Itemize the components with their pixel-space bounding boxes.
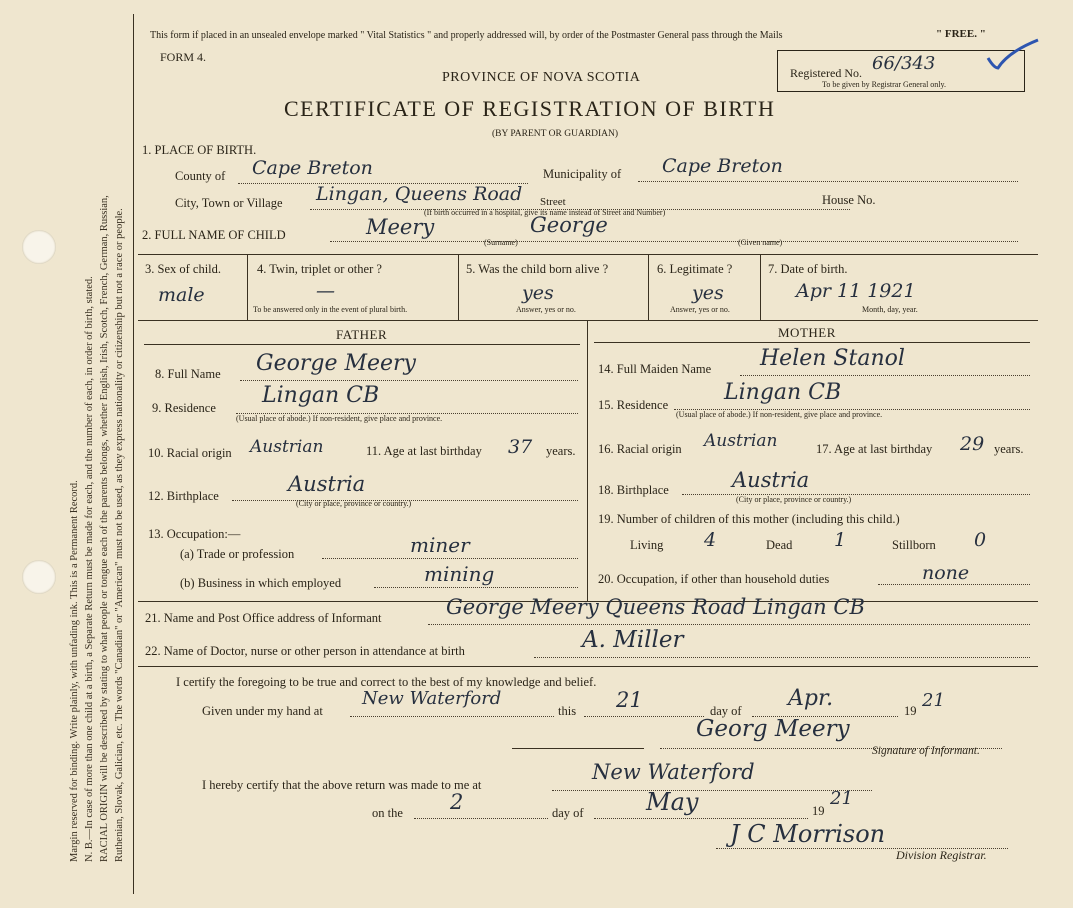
living-value: 4 <box>704 529 717 551</box>
margin-note-3: RACIAL ORIGIN will be described by stating to what people or tongue each of the parents belongs, whether English, Irish, Scotch, French, German, Russian, <box>99 195 110 862</box>
mother-occupation-label: 20. Occupation, if other than household duties <box>598 572 830 586</box>
father-age-value: 37 <box>508 436 533 458</box>
house-label: House No. <box>822 193 876 207</box>
father-residence-value: Lingan CB <box>262 383 380 408</box>
child-name-label: 2. FULL NAME OF CHILD <box>142 228 286 242</box>
registrar-signature: J C Morrison <box>730 820 886 848</box>
rule-certify-top <box>138 666 1038 667</box>
county-value: Cape Breton <box>252 157 373 179</box>
registrar-statement: I hereby certify that the above return was made to me at <box>202 778 482 792</box>
birth-date-label: 7. Date of birth. <box>768 262 848 276</box>
surname-caption: (Surname) <box>484 238 518 247</box>
reg-day-of-label: day of <box>552 806 584 820</box>
twin-note: To be answered only in the event of plural birth. <box>253 305 408 314</box>
business-label: (b) Business in which employed <box>180 576 342 590</box>
on-the-label: on the <box>372 806 403 820</box>
child-name-line <box>330 241 1018 242</box>
father-age-label: 11. Age at last birthday <box>366 444 482 458</box>
doctor-label: 22. Name of Doctor, nurse or other person in attendance at birth <box>145 644 465 658</box>
left-signature-rule <box>512 748 644 749</box>
punch-hole-top <box>22 230 56 264</box>
father-name-value: George Meery <box>256 351 416 376</box>
father-race-value: Austrian <box>250 437 324 457</box>
margin-note-2: N. B.—In case of more than one child at a birth, a Separate Return must be made for each, and the number of each, in order of birth, stated. <box>84 276 95 862</box>
father-heading: FATHER <box>336 327 388 342</box>
mother-residence-note: (Usual place of abode.) If non-resident, give place and province. <box>676 410 883 419</box>
certificate-subtitle: (BY PARENT OR GUARDIAN) <box>492 129 619 139</box>
registered-number: 66/343 <box>872 53 936 74</box>
stillborn-value: 0 <box>974 529 987 551</box>
month-value: Apr. <box>788 686 834 711</box>
certify-statement: I certify the foregoing to be true and correct to the best of my knowledge and belief. <box>176 675 597 689</box>
rule-row-top <box>138 254 1038 255</box>
day-of-label: day of <box>710 704 742 718</box>
child-surname: Meery <box>366 215 435 239</box>
informant-signature: Georg Meery <box>696 716 850 742</box>
day-value: 21 <box>616 688 643 712</box>
mother-birthplace-note: (City or place, province or country.) <box>736 495 852 504</box>
municipality-line <box>638 181 1018 182</box>
binding-margin <box>0 0 135 908</box>
divider-2 <box>458 254 459 320</box>
reg-day-line <box>414 818 548 819</box>
divider-4 <box>760 254 761 320</box>
father-occupation-label: 13. Occupation:— <box>148 527 241 541</box>
father-birthplace-value: Austria <box>288 472 366 496</box>
alive-note: Answer, yes or no. <box>516 305 576 314</box>
day-line <box>584 716 704 717</box>
free-label: " FREE. " <box>936 28 986 40</box>
dead-label: Dead <box>766 538 793 552</box>
father-birthplace-note: (City or place, province or country.) <box>296 499 412 508</box>
dead-value: 1 <box>834 529 847 551</box>
parents-divider <box>587 320 588 602</box>
signature-caption: Signature of Informant. <box>872 745 980 757</box>
mother-race-label: 16. Racial origin <box>598 442 682 456</box>
informant-value: George Meery Queens Road Lingan CB <box>446 595 865 619</box>
year-value: 21 <box>922 690 945 711</box>
certificate-title: CERTIFICATE OF REGISTRATION OF BIRTH <box>284 96 776 121</box>
divider-3 <box>648 254 649 320</box>
mother-heading-rule <box>594 342 1030 343</box>
father-race-label: 10. Racial origin <box>148 446 232 460</box>
legitimate-label: 6. Legitimate ? <box>657 262 733 276</box>
mother-residence-label: 15. Residence <box>598 398 669 412</box>
municipality-label: Municipality of <box>543 167 622 181</box>
margin-note-1: Margin reserved for binding. Write plainly, with unfading ink. This is a Permanent Record. <box>69 480 80 862</box>
alive-value: yes <box>522 282 554 304</box>
legitimate-value: yes <box>692 282 724 304</box>
alive-label: 5. Was the child born alive ? <box>466 262 609 276</box>
mother-occupation-value: none <box>922 562 970 584</box>
year-prefix: 19 <box>904 704 917 718</box>
mail-notice: This form if placed in an unsealed envelope marked " Vital Statistics " and properly addressed will, by order of the Postmaster General pass through the Mails <box>150 30 783 41</box>
living-label: Living <box>630 538 664 552</box>
mother-occupation-line <box>878 584 1030 585</box>
reg-year-value: 21 <box>830 788 853 809</box>
mother-race-value: Austrian <box>704 431 778 451</box>
sex-value: male <box>158 284 205 306</box>
reg-month-value: May <box>646 788 699 816</box>
reg-month-line <box>594 818 808 819</box>
margin-rule <box>133 14 134 894</box>
birth-date-note: Month, day, year. <box>862 305 918 314</box>
mother-age-value: 29 <box>960 433 985 455</box>
punch-hole-bottom <box>22 560 56 594</box>
rule-row-bottom <box>138 320 1038 321</box>
sex-label: 3. Sex of child. <box>145 262 222 276</box>
father-birthplace-label: 12. Birthplace <box>148 489 219 503</box>
informant-label: 21. Name and Post Office address of Informant <box>145 611 382 625</box>
mother-birthplace-line <box>682 494 1030 495</box>
mother-name-label: 14. Full Maiden Name <box>598 362 712 376</box>
reg-day-value: 2 <box>450 790 464 814</box>
mother-residence-value: Lingan CB <box>724 380 842 405</box>
father-residence-label: 9. Residence <box>152 401 216 415</box>
this-label: this <box>558 704 577 718</box>
registered-label: Registered No. <box>790 66 862 80</box>
child-given-name: George <box>530 213 608 237</box>
trade-label: (a) Trade or profession <box>180 547 295 561</box>
father-residence-note: (Usual place of abode.) If non-resident, give place and province. <box>236 414 443 423</box>
county-label: County of <box>175 169 226 183</box>
doctor-line <box>534 657 1030 658</box>
mother-age-label: 17. Age at last birthday <box>816 442 933 456</box>
given-place-value: New Waterford <box>362 688 502 709</box>
trade-line <box>322 558 578 559</box>
business-line <box>374 587 578 588</box>
informant-line <box>428 624 1030 625</box>
mother-birthplace-value: Austria <box>732 468 810 492</box>
form-number: FORM 4. <box>160 50 207 64</box>
reg-year-prefix: 19 <box>812 804 825 818</box>
father-name-label: 8. Full Name <box>155 367 221 381</box>
city-value: Lingan, Queens Road <box>316 183 523 205</box>
mother-birthplace-label: 18. Birthplace <box>598 483 669 497</box>
registrar-place-line <box>552 790 872 791</box>
mother-heading: MOTHER <box>778 325 836 340</box>
business-value: mining <box>424 562 495 586</box>
divider-1 <box>247 254 248 320</box>
hospital-note: (If birth occurred in a hospital, give its name instead of Street and Number) <box>424 208 666 217</box>
stillborn-label: Stillborn <box>892 538 936 552</box>
municipality-value: Cape Breton <box>662 155 783 177</box>
legitimate-note: Answer, yes or no. <box>670 305 730 314</box>
mother-name-value: Helen Stanol <box>760 346 905 371</box>
twin-label: 4. Twin, triplet or other ? <box>257 262 382 276</box>
margin-note-4: Ruthenian, Slovak, Galician, etc. The words "Canadian" or "American" must not be used, as they express nationality or citizenship but not a race or people. <box>114 208 125 862</box>
city-label: City, Town or Village <box>175 196 283 210</box>
birth-date-value: Apr 11 1921 <box>796 280 916 302</box>
registrar-note: To be given by Registrar General only. <box>822 80 946 89</box>
trade-value: miner <box>410 533 470 557</box>
division-registrar-caption: Division Registrar. <box>896 848 987 862</box>
children-count-label: 19. Number of children of this mother (including this child.) <box>598 512 900 526</box>
given-under-label: Given under my hand at <box>202 704 323 718</box>
province-heading: PROVINCE OF NOVA SCOTIA <box>442 70 641 85</box>
mother-name-line <box>740 375 1030 376</box>
mother-years-label: years. <box>994 442 1024 456</box>
street-label: Street <box>540 196 566 208</box>
given-place-line <box>350 716 554 717</box>
place-heading: 1. PLACE OF BIRTH. <box>142 143 257 157</box>
twin-value: — <box>316 280 335 302</box>
father-name-line <box>240 380 578 381</box>
doctor-value: A. Miller <box>582 627 684 653</box>
father-heading-rule <box>144 344 580 345</box>
registrar-place-value: New Waterford <box>592 760 755 784</box>
check-mark-icon <box>986 38 1042 72</box>
given-caption: (Given name) <box>738 238 783 247</box>
father-years-label: years. <box>546 444 576 458</box>
